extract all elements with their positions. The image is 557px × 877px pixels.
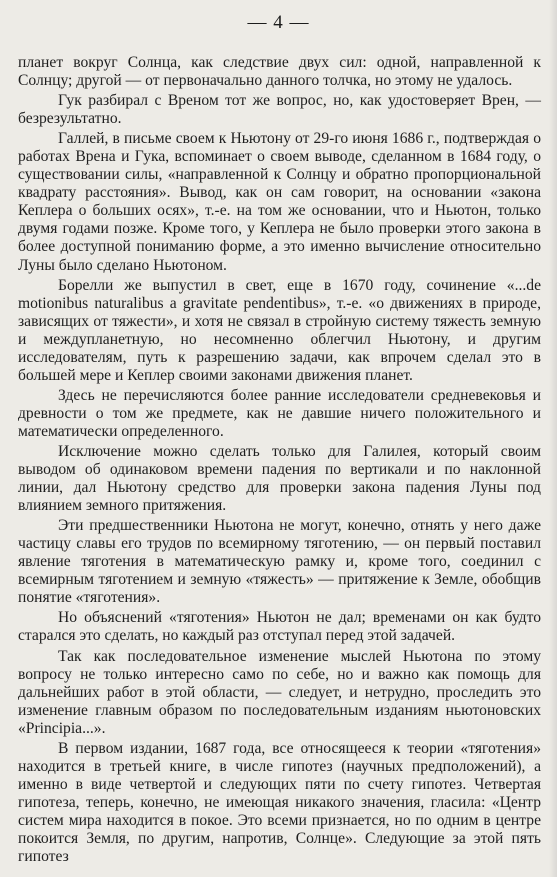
paragraph-2: Гук разбирал с Вреном тот же вопрос, но, как удостоверяет Врен, — безрезультатно. [18, 92, 541, 128]
paragraph-6: Исключение можно сделать только для Галилея, который своим выводом об одинаковом времени падения по вертикали и по наклонной линии, дал Ньютону средство для проверки закона падения Луны под влиянием земного притяжения. [18, 442, 541, 515]
page-text [18, 54, 541, 866]
paragraph-10: В первом издании, 1687 года, все относящееся к теории «тяготения» находится в третьей книге, в числе гипотез (научных предположений), а именно в виде четвертой и следующих пяти по счету гипотез. Четвертая гипотеза, теперь, конечно, не имеющая никакого значения, гласила: «Центр систем мира находится в покое. Это всеми признается, но по одним в центре покоится Земля, по другим, напротив, Солнце». Следующие за этой пять гипотез [18, 739, 541, 866]
paragraph-8: Но объяснений «тяготения» Ньютон не дал; временами он как будто старался это сделать, но каждый раз отступал перед этой задачей. [18, 609, 541, 645]
paragraph-5: Здесь не перечисляются более ранние исследователи средневековья и древности о том же предмете, как не давшие ничего положительного и математически определенного. [18, 386, 541, 440]
paragraph-1: планет вокруг Солнца, как следствие двух сил: одной, направленной к Солнцу; другой — от первоначально данного толчка, но этому не удалось. [18, 54, 541, 90]
page-edge-shadow [549, 0, 557, 877]
page-number: — 4 — [247, 12, 310, 33]
paragraph-4: Борелли же выпустил в свет, еще в 1670 году, сочинение «...de motionibus naturalibus a gravitate pendentibus», т.-е. «о движениях в природе, зависящих от тяжести», и хотя не связал в стройную систему тяжесть земную и междупланетную, но несомненно облегчил Ньютону, и другим исследователям, путь к разрешению задачи, как впрочем сделал это в большей мере и Кеплер своими законами движения планет. [18, 276, 541, 384]
paragraph-3: Галлей, в письме своем к Ньютону от 29-го июня 1686 г., подтверждая о работах Врена и Гука, вспоминает о своем выводе, сделанном в 1684 году, о существовании силы, «направленной к Солнцу и обратно пропорциональной квадрату расстояния». Вывод, как он сам говорит, на основании «закона Кеплера о больших осях», т.-е. на том же основании, что и Ньютон, только двумя годами позже. Кроме того, у Кеплера не было проверки этого закона в более доступной пониманию форме, а это именно вычисление относительно Луны было сделано Ньютоном. [18, 130, 541, 274]
paragraph-9: Так как последовательное изменение мыслей Ньютона по этому вопросу не только интересно само по себе, но и важно как помощь для дальнейших работ в этой области, — следует, и нетрудно, проследить это изменение главным образом по последовательным изданиям ньютоновских «Principia...». [18, 647, 541, 737]
paragraph-7: Эти предшественники Ньютона не могут, конечно, отнять у него даже частицу славы его трудов по всемирному тяготению, — он первый поставил явление тяготения в математическую рамку и, кроме того, соединил с всемирным тяготением и земную «тяжесть» — притяжение к Земле, обобщив понятие «тяготения». [18, 517, 541, 607]
